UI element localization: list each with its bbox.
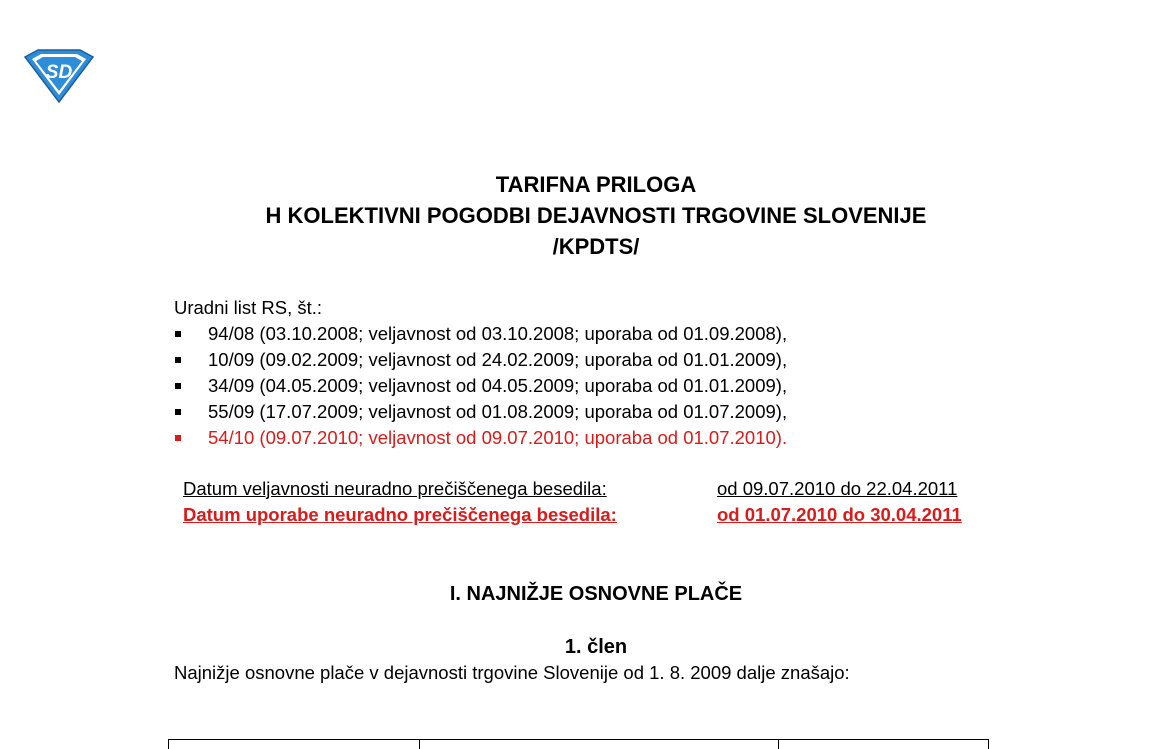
logo-text: SD bbox=[45, 62, 73, 83]
usage-row bbox=[183, 502, 962, 528]
section-title: I. NAJNIŽJE OSNOVNE PLAČE bbox=[449, 583, 743, 605]
bullet-icon bbox=[175, 331, 181, 337]
usage-value: od 01.07.2010 do 30.04.2011 bbox=[717, 504, 962, 525]
table-column-divider bbox=[419, 740, 420, 749]
gazette-item bbox=[174, 373, 787, 399]
gazette-item-text: 34/09 (04.05.2009; veljavnost od 04.05.2009; uporaba od 01.01.2009), bbox=[208, 375, 788, 396]
bullet-icon bbox=[175, 435, 181, 441]
validity-row bbox=[183, 476, 962, 502]
bullet-icon bbox=[175, 383, 181, 389]
article-title: 1. člen bbox=[564, 636, 628, 658]
gazette-item-text: 10/09 (09.02.2009; veljavnost od 24.02.2009; uporaba od 01.01.2009), bbox=[208, 349, 788, 370]
company-logo bbox=[22, 48, 96, 104]
gazette-item bbox=[174, 399, 787, 425]
gazette-item-text: 55/09 (17.07.2009; veljavnost od 01.08.2009; uporaba od 01.07.2009), bbox=[208, 401, 788, 422]
salary-table bbox=[168, 739, 989, 749]
gazette-heading: Uradni list RS, št.: bbox=[174, 297, 323, 318]
title-line-1: TARIFNA PRILOGA bbox=[495, 172, 697, 197]
gazette-item-text: 54/10 (09.07.2010; veljavnost od 09.07.2010; uporaba od 01.07.2010). bbox=[208, 427, 788, 448]
validity-label: Datum veljavnosti neuradno prečiščenega besedila: bbox=[183, 478, 607, 499]
bullet-icon bbox=[175, 357, 181, 363]
gazette-item bbox=[174, 321, 787, 347]
gazette-item-text: 94/08 (03.10.2008; veljavnost od 03.10.2008; uporaba od 01.09.2008), bbox=[208, 323, 788, 344]
gazette-item bbox=[174, 347, 787, 373]
validity-value: od 09.07.2010 do 22.04.2011 bbox=[717, 478, 958, 499]
bullet-icon bbox=[175, 409, 181, 415]
document-title bbox=[0, 169, 1157, 262]
shield-logo-icon bbox=[22, 48, 96, 104]
title-line-2: H KOLEKTIVNI POGODBI DEJAVNOSTI TRGOVINE SLOVENIJE bbox=[265, 203, 927, 228]
usage-label: Datum uporabe neuradno prečiščenega besedila: bbox=[183, 504, 617, 525]
validity-dates bbox=[183, 476, 962, 528]
article-body: Najnižje osnovne plače v dejavnosti trgovine Slovenije od 1. 8. 2009 dalje znašajo: bbox=[174, 662, 850, 683]
gazette-references bbox=[174, 295, 787, 451]
gazette-item-current bbox=[174, 425, 787, 451]
gazette-list bbox=[174, 321, 787, 451]
table-column-divider bbox=[778, 740, 779, 749]
title-line-3: /KPDTS/ bbox=[552, 234, 640, 259]
